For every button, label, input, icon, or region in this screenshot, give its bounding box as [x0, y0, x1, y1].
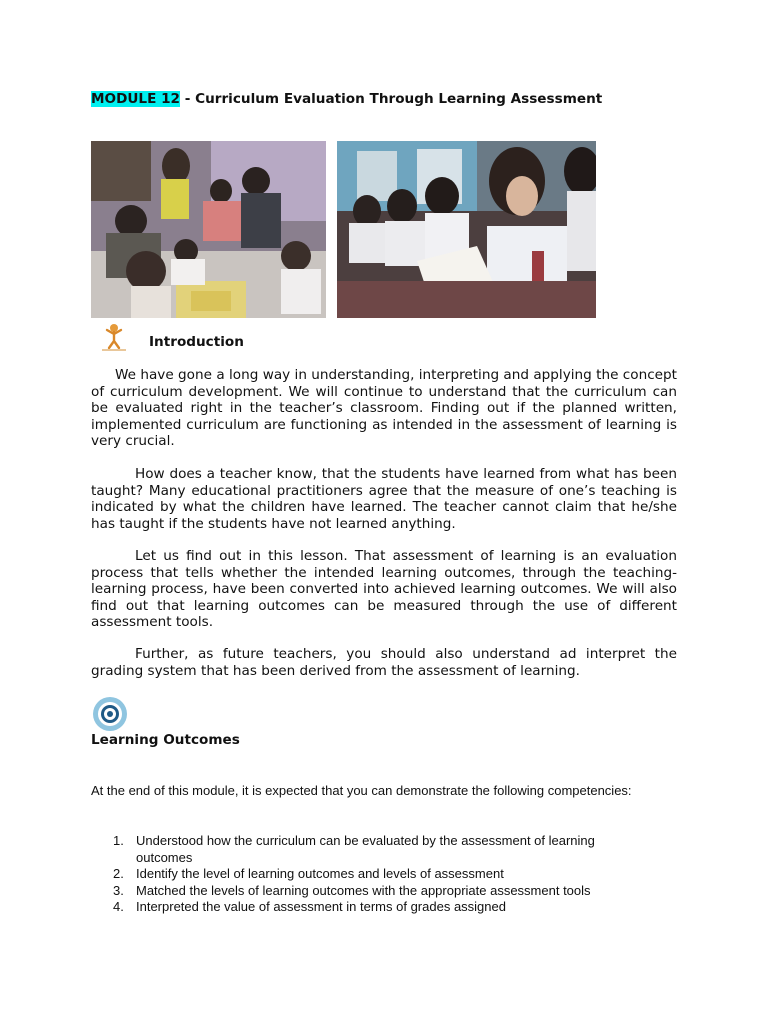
list-item: 4. Interpreted the value of assessment in terms of grades assigned [113, 899, 506, 914]
target-icon [92, 696, 128, 732]
list-item: 2. Identify the level of learning outcomes and levels of assessment [113, 866, 504, 881]
module-title [91, 91, 731, 107]
module-title-text: - Curriculum Evaluation Through Learning Assessment [180, 91, 603, 107]
list-item: 1. Understood how the curriculum can be evaluated by the assessment of learning outcomes [113, 833, 595, 865]
photo-students-reading [337, 141, 596, 318]
intro-paragraph-2: How does a teacher know, that the students have learned from what has been taught? Many educational practitioners agree that the measure of one’s teaching is indicated by what the children have learned. The teacher cannot claim that he/she has taught if the students have not learned anything. [91, 466, 677, 532]
intro-paragraph-1: We have gone a long way in understanding, interpreting and applying the concept of curriculum development. We will continue to understand that the curriculum can be evaluated right in the teacher’s classroom. Finding out if the planned written, implemented curriculum are functioning as intended in the assessment of learning is very crucial. [91, 367, 677, 450]
intro-paragraph-4: Further, as future teachers, you should also understand ad interpret the grading system that has been derived from the assessment of learning. [91, 646, 677, 679]
introduction-heading: Introduction [149, 334, 244, 350]
module-number-highlight: MODULE 12 [91, 91, 181, 107]
photo-floor-activity [91, 141, 326, 318]
person-figure-icon [98, 322, 130, 352]
competencies-list [91, 833, 651, 916]
intro-paragraph-3: Let us find out in this lesson. That assessment of learning is an evaluation process that tells whether the intended learning outcomes, through the teaching-learning process, have been converted into achieved learning outcomes. We will also find out that learning outcomes can be measured through the use of different assessment tools. [91, 548, 677, 631]
learning-outcomes-intro: At the end of this module, it is expected that you can demonstrate the following competencies: [91, 783, 632, 798]
list-item: 3. Matched the levels of learning outcomes with the appropriate assessment tools [113, 882, 591, 898]
learning-outcomes-heading: Learning Outcomes [91, 732, 240, 748]
